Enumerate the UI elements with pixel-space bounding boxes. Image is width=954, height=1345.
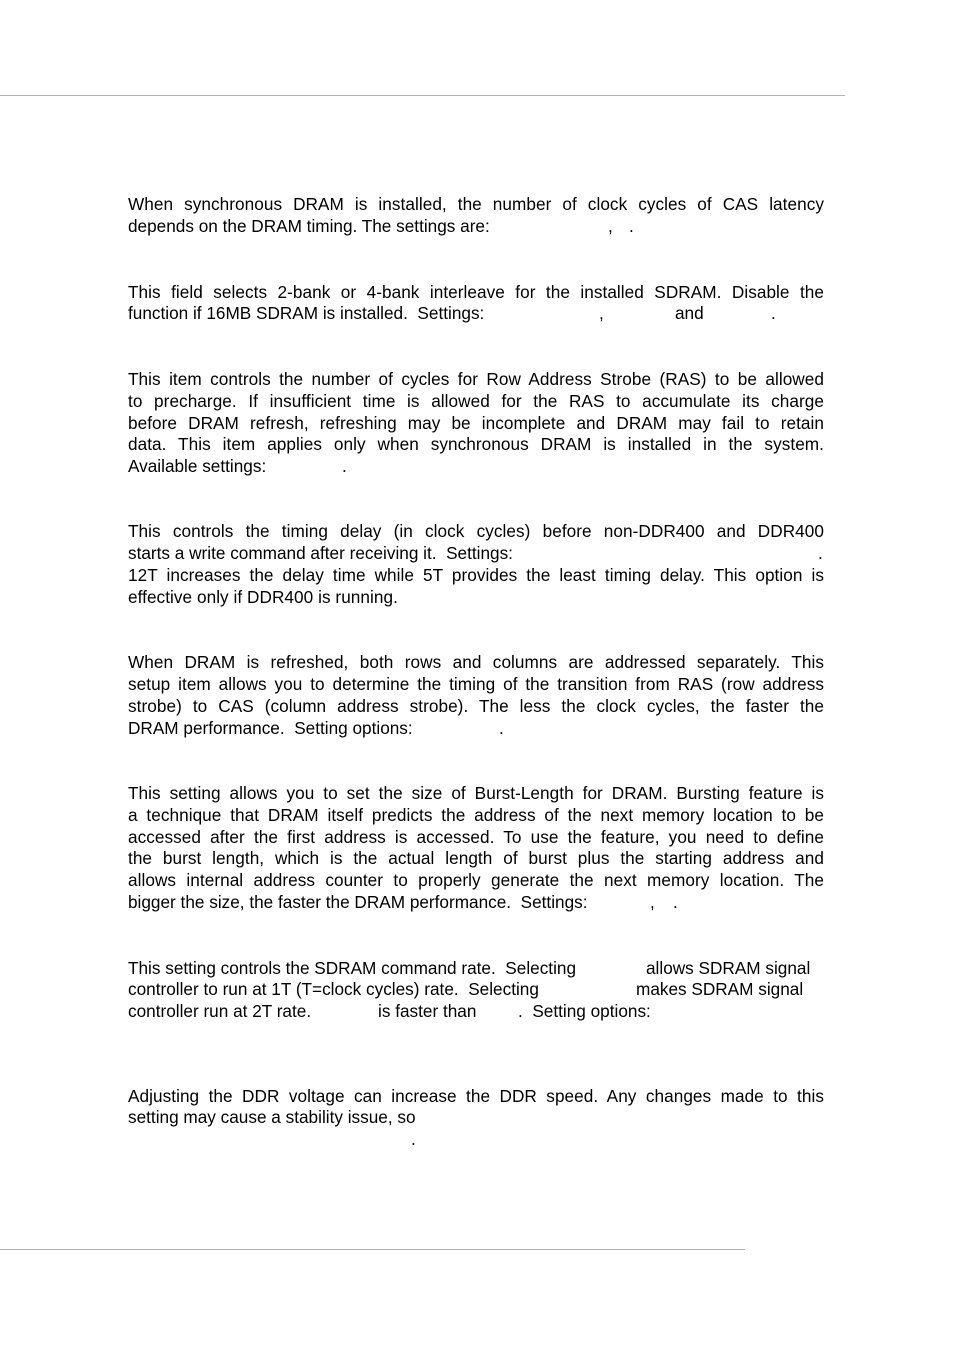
text-line: setup item allows you to determine the timing of the transition from RAS (row address [128, 673, 824, 694]
text-line: accessed after the first address is accessed. To use the feature, you need to define [128, 826, 824, 847]
text-line: bigger the size, the faster the DRAM performance. Settings: [128, 892, 588, 912]
text-line: starts a write command after receiving it. Settings: [128, 543, 513, 563]
text-line: allows internal address counter to properly generate the next memory location. The [128, 870, 824, 891]
header-rule [0, 95, 845, 96]
text-fragment: , [608, 216, 613, 236]
text-fragment: . [818, 543, 823, 563]
text-line: a technique that DRAM itself predicts the address of the next memory location to be [128, 804, 824, 825]
text-line: When synchronous DRAM is installed, the number of clock cycles of CAS latency [128, 194, 824, 214]
text-fragment: and [675, 303, 704, 323]
text-line: Adjusting the DDR voltage can increase the DDR speed. Any changes made to this [128, 1086, 824, 1106]
text-line: data. This item applies only when synchronous DRAM is installed in the system. [128, 434, 824, 455]
text-line: 12T increases the delay time while 5T provides the least timing delay. This option is [128, 565, 824, 585]
text-fragment: . [499, 718, 504, 738]
text-fragment: . [771, 303, 776, 323]
text-line: This setting allows you to set the size of Burst-Length for DRAM. Bursting feature is [128, 783, 824, 803]
text-line: DRAM performance. Setting options: [128, 718, 413, 738]
text-line: setting may cause a stability issue, so [128, 1107, 416, 1127]
text-line: depends on the DRAM timing. The settings are: [128, 216, 490, 236]
text-line: This setting controls the SDRAM command rate. Selecting [128, 958, 577, 978]
text-fragment: . [411, 1129, 416, 1149]
text-fragment: . [342, 456, 347, 476]
footer-rule [0, 1249, 745, 1250]
text-fragment: . [673, 892, 678, 912]
text-line: to precharge. If insufficient time is allowed for the RAS to accumulate its charge [128, 390, 824, 411]
text-line: controller to run at 1T (T=clock cycles) rate. Selecting [128, 979, 539, 999]
text-fragment: , [599, 303, 604, 323]
text-fragment: is faster than [378, 1001, 477, 1021]
text-line: function if 16MB SDRAM is installed. Settings: [128, 303, 485, 323]
text-line: the burst length, which is the actual length of burst plus the starting address and [128, 848, 824, 869]
text-fragment: , [650, 892, 655, 912]
text-line: When DRAM is refreshed, both rows and columns are addressed separately. This [128, 652, 824, 672]
text-line: strobe) to CAS (column address strobe). The less the clock cycles, the faster the [128, 695, 824, 716]
text-line: controller run at 2T rate. [128, 1001, 312, 1021]
text-fragment: . Setting options: [518, 1001, 651, 1021]
text-fragment: . [629, 216, 634, 236]
text-line: This controls the timing delay (in clock cycles) before non-DDR400 and DDR400 [128, 521, 824, 541]
text-line: effective only if DDR400 is running. [128, 586, 398, 607]
text-line: before DRAM refresh, refreshing may be incomplete and DRAM may fail to retain [128, 412, 824, 433]
text-line: This field selects 2-bank or 4-bank interleave for the installed SDRAM. Disable the [128, 282, 824, 302]
text-line: This item controls the number of cycles for Row Address Strobe (RAS) to be allowed [128, 369, 824, 389]
text-fragment: makes SDRAM signal [636, 979, 804, 999]
text-line: Available settings: [128, 456, 267, 476]
text-fragment: allows SDRAM signal [646, 958, 811, 978]
